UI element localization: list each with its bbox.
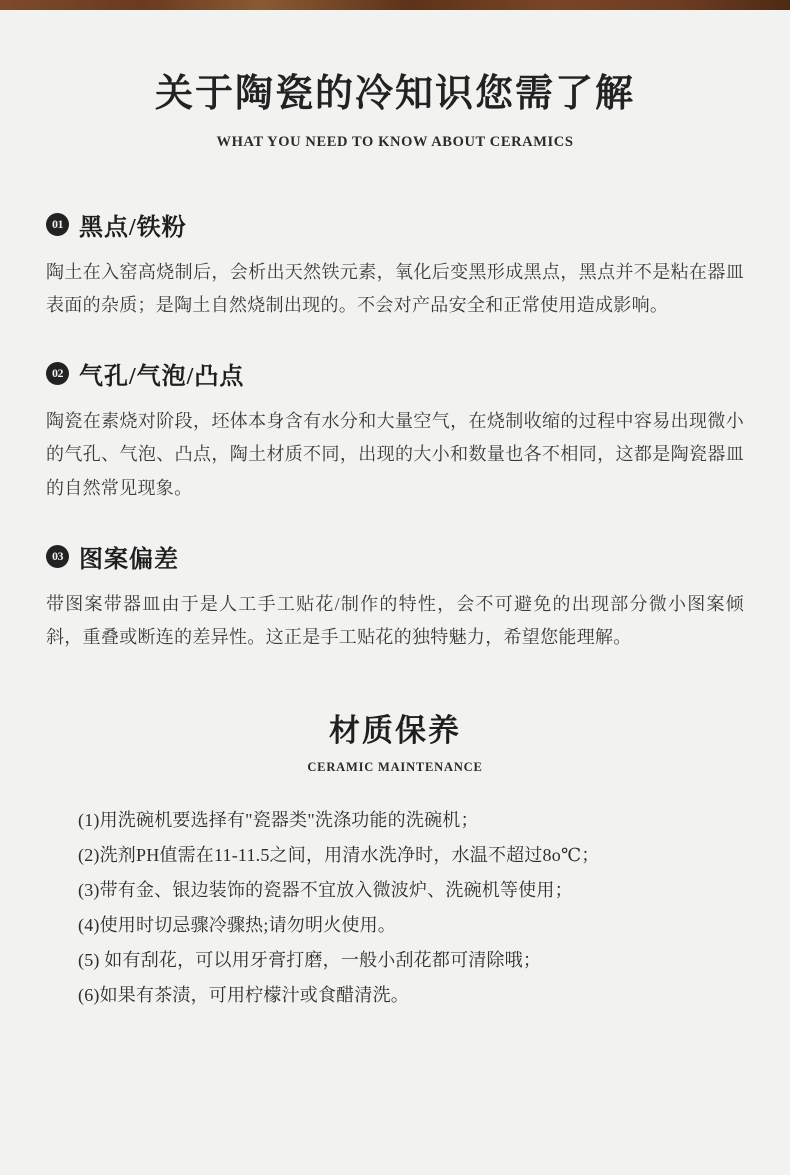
section-body: 陶瓷在素烧对阶段，坯体本身含有水分和大量空气，在烧制收缩的过程中容易出现微小的气孔、气泡、凸点，陶土材质不同，出现的大小和数量也各不相同，这都是陶瓷器皿的自然常见现象。 [46,411,744,498]
list-item: (5) 如有刮花，可以用牙膏打磨，一般小刮花都可清除哦； [78,950,542,971]
page-header [0,10,790,151]
section-header [46,356,744,391]
section-number-badge: 02 [46,362,69,385]
page-subtitle: WHAT YOU NEED TO KNOW ABOUT CERAMICS [216,133,574,150]
page-content [0,10,790,1013]
section-header [46,539,744,574]
list-item: (4)使用时切忌骤冷骤热;请勿明火使用。 [78,914,396,935]
top-wood-strip [0,0,790,10]
knowledge-sections [0,207,790,655]
section-body: 带图案带器皿由于是人工手工贴花/制作的特性，会不可避免的出现部分微小图案倾斜，重叠或断连的差异性。这正是手工贴花的独特魅力，希望您能理解。 [46,594,744,648]
section-title: 图案偏差 [79,547,179,574]
section-item [46,356,744,505]
maintenance-list [0,803,790,1014]
section-title: 气孔/气泡/凸点 [79,364,245,391]
list-item: (1)用洗碗机要选择有"瓷器类"洗涤功能的洗碗机； [78,809,479,830]
maintenance-block [0,705,790,1014]
section-item [46,207,744,323]
section-number-badge: 03 [46,545,69,568]
page-title: 关于陶瓷的冷知识您需了解 [154,73,635,115]
section-number-badge: 01 [46,213,69,236]
maintenance-subtitle: CERAMIC MAINTENANCE [307,759,483,774]
section-header [46,207,744,242]
list-item: (2)洗剂PH值需在11-11.5之间，用清水洗净时，水温不超过8o℃； [78,844,600,865]
section-title: 黑点/铁粉 [79,214,187,241]
section-body: 陶土在入窑高烧制后，会析出天然铁元素，氧化后变黑形成黑点，黑点并不是粘在器皿表面的杂质；是陶土自然烧制出现的。不会对产品安全和正常使用造成影响。 [46,261,744,315]
maintenance-title: 材质保养 [329,712,461,748]
section-item [46,539,744,655]
list-item: (3)带有金、银边装饰的瓷器不宜放入微波炉、洗碗机等使用； [78,879,573,900]
list-item: (6)如果有茶渍，可用柠檬汁或食醋清洗。 [78,985,409,1006]
